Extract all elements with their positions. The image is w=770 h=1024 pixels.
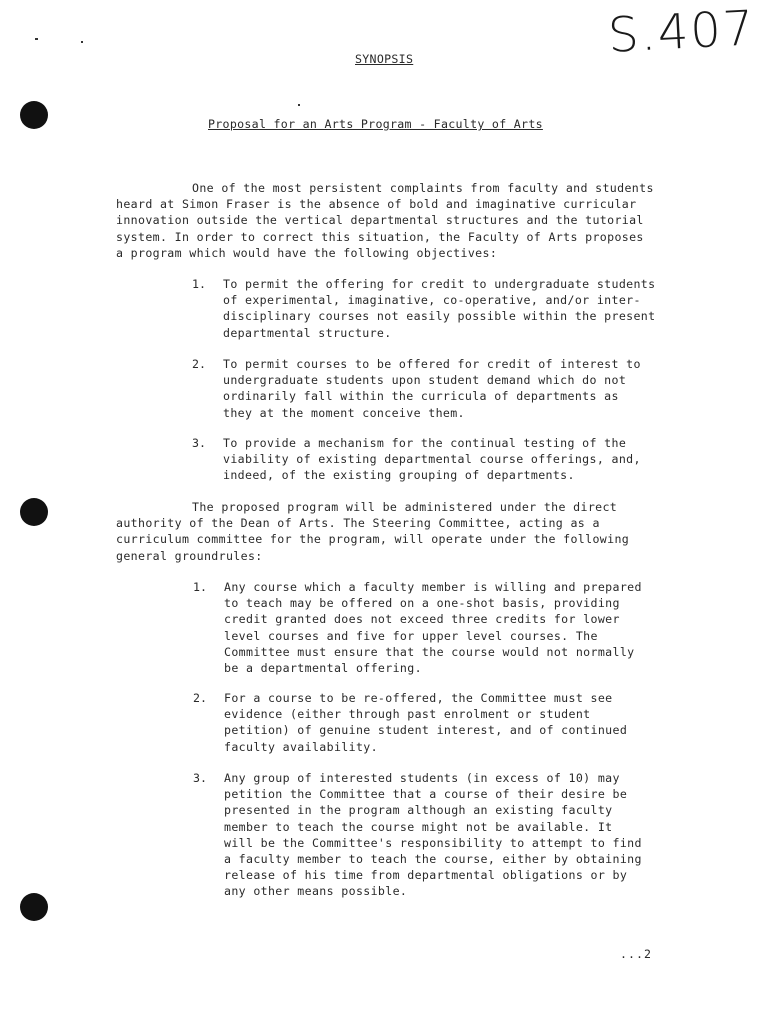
item-line: departmental structure. [223,325,392,340]
item-line: ordinarily fall within the curricula of departments as [223,389,619,404]
document-heading: SYNOPSIS [355,52,414,66]
item-number: 1. [192,277,206,291]
paragraph-line: innovation outside the vertical departmental structures and the tutorial [116,213,644,228]
punch-hole-bottom [20,893,48,921]
item-number: 2. [193,691,207,705]
item-line: petition the Committee that a course of their desire be [224,787,628,802]
item-line: viability of existing departmental course offerings, and, [223,452,641,467]
item-line: level courses and five for upper level courses. The [224,628,598,643]
item-number: 1. [193,580,207,594]
item-line: To permit the offering for credit to undergraduate students [223,277,656,291]
item-line: undergraduate students upon student demand which do not [223,373,627,388]
item-line: Committee must ensure that the course would not normally [224,644,635,659]
item-line: For a course to be re-offered, the Committee must see [224,691,613,705]
item-line: faculty availability. [224,739,378,754]
item-line: evidence (either through past enrolment or student [224,707,591,722]
item-line: be a departmental offering. [224,660,422,675]
item-number: 3. [192,436,206,450]
item-line: credit granted does not exceed three credits for lower [224,612,620,627]
paragraph-line: a program which would have the following objectives: [116,245,498,260]
paragraph-line: heard at Simon Fraser is the absence of bold and imaginative curricular [116,197,637,212]
item-line: of experimental, imaginative, co-operative, and/or inter- [223,293,641,308]
item-line: to teach may be offered on a one-shot basis, providing [224,596,620,611]
item-line: To provide a mechanism for the continual testing of the [223,436,627,450]
page-continuation-marker: ...2 [620,947,652,961]
item-line: petition) of genuine student interest, and of continued [224,723,628,738]
document-subheading: Proposal for an Arts Program - Faculty of Arts [208,117,543,131]
item-line: release of his time from departmental obligations or by [224,868,628,883]
paragraph-line: system. In order to correct this situation, the Faculty of Arts proposes [116,229,644,244]
speck-mark [298,104,300,106]
paragraph-line: One of the most persistent complaints from faculty and students [192,181,654,195]
paragraph-line: authority of the Dean of Arts. The Steering Committee, acting as a [116,516,600,531]
item-line: To permit courses to be offered for credit of interest to [223,357,641,371]
item-line: indeed, of the existing grouping of departments. [223,468,575,483]
intro-paragraph [116,180,654,261]
item-number: 3. [193,771,207,785]
item-line: will be the Committee's responsibility to attempt to find [224,835,642,850]
item-line: Any course which a faculty member is willing and prepared [224,580,642,594]
punch-hole-top [20,101,48,129]
item-line: member to teach the course might not be available. It [224,819,613,834]
speck-mark [35,38,38,40]
punch-hole-middle [20,498,48,526]
paragraph-line: curriculum committee for the program, will operate under the following [116,532,630,547]
paragraph-line: The proposed program will be administered under the direct [192,500,618,514]
speck-mark [81,41,83,43]
item-line: disciplinary courses not easily possible within the present [223,309,656,324]
item-line: presented in the program although an existing faculty [224,803,613,818]
item-line: any other means possible. [224,884,408,899]
item-line: a faculty member to teach the course, either by obtaining [224,851,642,866]
paragraph-line: general groundrules: [116,548,263,563]
administration-paragraph [116,499,629,564]
item-line: they at the moment conceive them. [223,405,465,420]
item-line: Any group of interested students (in excess of 10) may [224,771,620,785]
item-number: 2. [192,357,206,371]
handwritten-document-number: S.407 [606,0,757,64]
